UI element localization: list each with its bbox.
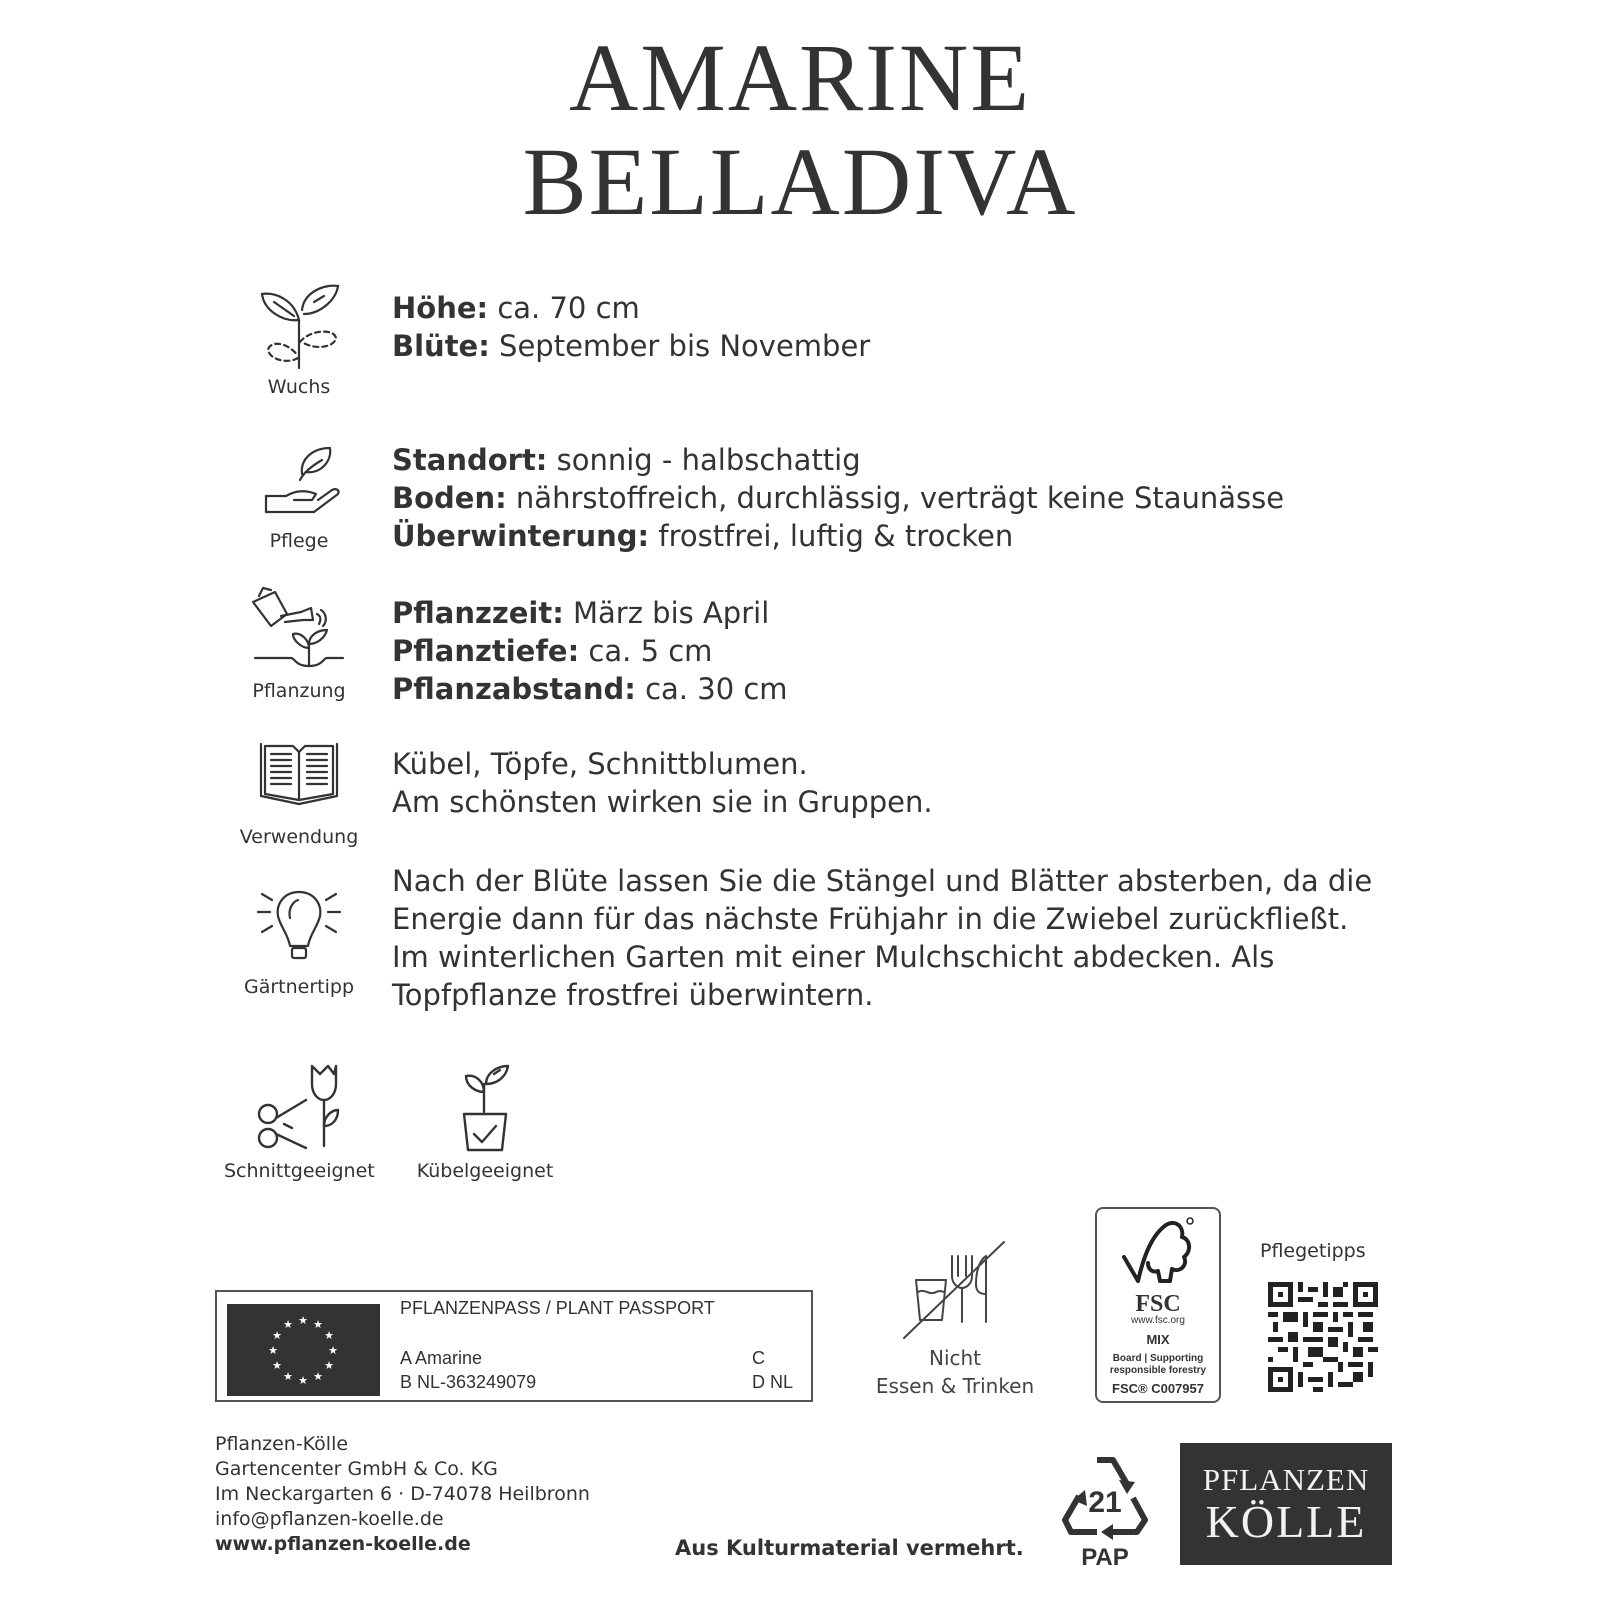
- section-label: Pflanzung: [252, 680, 346, 702]
- eu-flag-icon: [227, 1304, 380, 1396]
- fsc-tree-check-icon: [1118, 1215, 1198, 1291]
- svg-text:★: ★: [272, 1329, 282, 1342]
- svg-text:★: ★: [328, 1344, 338, 1357]
- fsc-type: MIX: [1146, 1332, 1170, 1347]
- badge-label: Kübelgeeignet: [416, 1160, 554, 1182]
- badge-cut-flower: [224, 1062, 374, 1182]
- product-title-line2: BELLADIVA: [522, 128, 1078, 235]
- passport-field-c: C: [752, 1348, 765, 1368]
- info-line-location: Standort: sonnig - halbschattig: [392, 443, 861, 477]
- open-book-icon: [257, 742, 341, 808]
- section-pflege-icon-group: [224, 444, 374, 552]
- svg-text:★: ★: [298, 1374, 308, 1387]
- address-email-link[interactable]: info@pflanzen-koelle.de: [215, 1508, 444, 1530]
- potted-plant-check-icon: [450, 1062, 520, 1152]
- passport-field-b: B NL-363249079: [400, 1372, 537, 1392]
- company-address: [215, 1432, 590, 1557]
- info-line-usage-1: Kübel, Töpfe, Schnittblumen.: [392, 747, 808, 781]
- propagation-note: Aus Kulturmaterial vermehrt.: [675, 1536, 1024, 1560]
- tip-line-4: Topfpflanze frostfrei überwintern.: [392, 978, 874, 1012]
- svg-text:★: ★: [313, 1370, 323, 1383]
- svg-text:★: ★: [268, 1344, 278, 1357]
- info-line-planting-distance: Pflanzabstand: ca. 30 cm: [392, 672, 788, 706]
- passport-title: PFLANZENPASS / PLANT PASSPORT: [400, 1298, 715, 1318]
- info-line-soil: Boden: nährstoffreich, durchlässig, verträgt keine Staunässe: [392, 481, 1285, 515]
- lightbulb-icon: [254, 888, 344, 964]
- svg-text:★: ★: [283, 1318, 293, 1331]
- tip-line-3: Im winterlichen Garten mit einer Mulchschicht abdecken. Als: [392, 940, 1275, 974]
- section-verwendung-text: [392, 745, 933, 821]
- section-verwendung-icon-group: [224, 742, 374, 848]
- info-line-planting-time: Pflanzzeit: März bis April: [392, 596, 770, 630]
- recycling-number: 21: [1088, 1486, 1122, 1519]
- fsc-desc-line2: responsible forestry: [1109, 1365, 1207, 1376]
- info-line-bloom: Blüte: September bis November: [392, 329, 871, 363]
- passport-field-a: A Amarine: [400, 1348, 483, 1368]
- section-wuchs-text: [392, 289, 870, 365]
- warning-line2: Essen & Trinken: [875, 1374, 1035, 1398]
- address-company: Pflanzen-Kölle: [215, 1433, 349, 1455]
- tip-line-2: Energie dann für das nächste Frühjahr in die Zwiebel zurückfließt.: [392, 902, 1349, 936]
- fsc-name: FSC: [1135, 1291, 1181, 1317]
- info-line-planting-depth: Pflanztiefe: ca. 5 cm: [392, 634, 713, 668]
- qr-label: Pflegetipps: [1260, 1240, 1366, 1262]
- svg-text:★: ★: [324, 1329, 334, 1342]
- no-eat-drink-icon: [900, 1240, 1010, 1340]
- section-wuchs-icon-group: [224, 280, 374, 398]
- plant-passport: [215, 1290, 813, 1402]
- recycling-code: PAP: [1081, 1544, 1129, 1571]
- section-label: Wuchs: [267, 376, 331, 398]
- address-legal-name: Gartencenter GmbH & Co. KG: [215, 1458, 498, 1480]
- fsc-desc-line1: Board | Supporting: [1112, 1353, 1204, 1364]
- section-pflege-text: [392, 441, 1284, 555]
- svg-text:★: ★: [324, 1359, 334, 1372]
- address-street: Im Neckargarten 6 · D-74078 Heilbronn: [215, 1483, 590, 1505]
- section-gaertnertipp-text: [392, 862, 1372, 1014]
- address-website-link[interactable]: www.pflanzen-koelle.de: [215, 1533, 471, 1555]
- fsc-url: www.fsc.org: [1131, 1315, 1185, 1326]
- svg-text:★: ★: [272, 1359, 282, 1372]
- info-line-usage-2: Am schönsten wirken sie in Gruppen.: [392, 785, 933, 819]
- sprout-growth-icon: [254, 280, 344, 370]
- section-pflanzung-icon-group: [224, 584, 374, 702]
- product-title-line1: AMARINE: [569, 24, 1031, 131]
- watering-can-seedling-icon: [251, 584, 347, 674]
- fsc-code: FSC® C007957: [1112, 1381, 1204, 1396]
- svg-text:★: ★: [298, 1314, 308, 1327]
- badge-label: Schnittgeeignet: [224, 1160, 375, 1182]
- brand-logo: [1180, 1443, 1392, 1565]
- fsc-label: [1095, 1207, 1221, 1403]
- info-line-wintering: Überwinterung: frostfrei, luftig & trocken: [392, 519, 1014, 553]
- section-gaertnertipp-icon-group: [224, 888, 374, 998]
- passport-field-d: D NL: [752, 1372, 794, 1392]
- brand-line1: PFLANZEN: [1202, 1462, 1370, 1497]
- hand-leaf-icon: [254, 444, 344, 524]
- svg-text:★: ★: [283, 1370, 293, 1383]
- brand-line2: KÖLLE: [1205, 1496, 1367, 1547]
- section-label: Gärtnertipp: [243, 976, 355, 998]
- tip-line-1: Nach der Blüte lassen Sie die Stängel und Blätter absterben, da die: [392, 864, 1373, 898]
- svg-text:★: ★: [313, 1318, 323, 1331]
- section-pflanzung-text: [392, 594, 788, 708]
- section-label: Verwendung: [239, 826, 359, 848]
- recycling-mark: [1055, 1448, 1155, 1572]
- recycling-triangle-icon: [1057, 1448, 1153, 1544]
- warning-line1: Nicht: [928, 1346, 982, 1370]
- scissors-tulip-icon: [254, 1062, 344, 1152]
- info-line-height: Höhe: ca. 70 cm: [392, 291, 640, 325]
- care-tips-qr-code[interactable]: [1268, 1282, 1378, 1392]
- badge-container-suitable: [410, 1062, 560, 1182]
- not-edible-warning: [860, 1240, 1050, 1400]
- section-label: Pflege: [269, 530, 329, 552]
